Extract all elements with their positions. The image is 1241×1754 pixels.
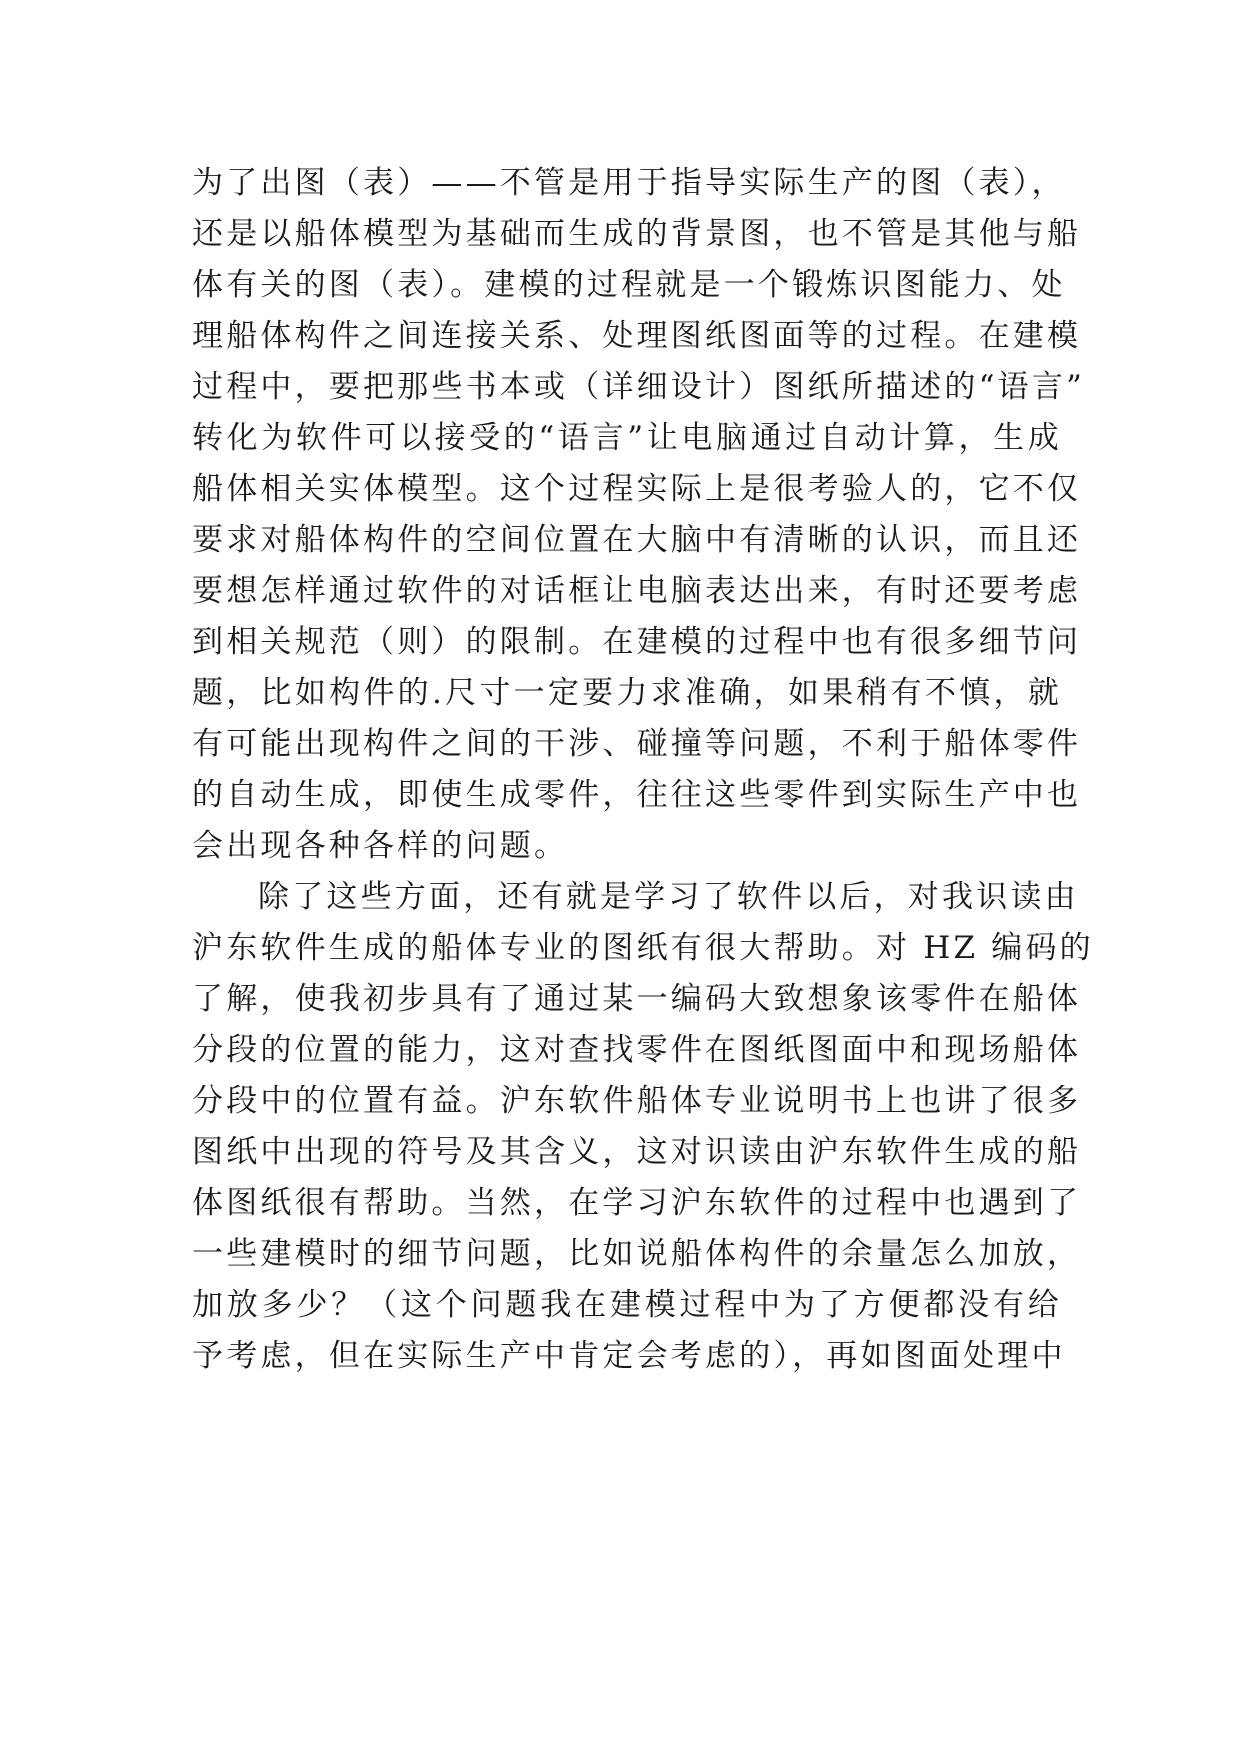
paragraph-2-line-9: 加放多少？（这个问题我在建模过程中为了方便都没有给 [192,1287,1062,1323]
paragraph-1-line-10: 到相关规范（则）的限制。在建模的过程中也有很多细节问 [192,624,1082,660]
paragraph-2-line-5: 分段中的位置有益。沪东软件船体专业说明书上也讲了很多 [192,1083,1082,1119]
paragraph-2-line-8: 一些建模时的细节问题，比如说船体构件的余量怎么加放， [192,1236,1082,1272]
paragraph-2-line-7: 体图纸很有帮助。当然，在学习沪东软件的过程中也遇到了 [192,1185,1082,1221]
paragraph-2-line-3: 了解，使我初步具有了通过某一编码大致想象该零件在船体 [192,981,1082,1017]
paragraph-2-line-10: 予考虑，但在实际生产中肯定会考虑的），再如图面处理中 [192,1338,1066,1374]
paragraph-1-line-4: 理船体构件之间连接关系、处理图纸图面等的过程。在建模 [192,318,1082,354]
paragraph-1-line-11: 题，比如构件的.尺寸一定要力求准确，如果稍有不慎，就 [192,675,1062,711]
paragraph-1-line-6: 转化为软件可以接受的“语言”让电脑通过自动计算，生成 [192,420,1062,456]
paragraph-1-line-14: 会出现各种各样的问题。 [192,828,569,864]
paragraph-1-line-1: 为了出图（表）——不管是用于指导实际生产的图（表）， [192,165,1066,201]
paragraph-1-line-2: 还是以船体模型为基础而生成的背景图，也不管是其他与船 [192,216,1082,252]
paragraph-1-line-8: 要求对船体构件的空间位置在大脑中有清晰的认识，而且还 [192,522,1082,558]
paragraph-1-line-13: 的自动生成，即使生成零件，往往这些零件到实际生产中也 [192,777,1082,813]
paragraph-1-line-12: 有可能出现构件之间的干涉、碰撞等问题，不利于船体零件 [192,726,1082,762]
paragraph-2-line-6: 图纸中出现的符号及其含义，这对识读由沪东软件生成的船 [192,1134,1082,1170]
paragraph-2-line-1: 除了这些方面，还有就是学习了软件以后，对我识读由 [258,879,1079,915]
paragraph-1-line-3: 体有关的图（表）。建模的过程就是一个锻炼识图能力、处 [192,267,1066,303]
paragraph-2-line-4: 分段的位置的能力，这对查找零件在图纸图面中和现场船体 [192,1032,1082,1068]
paragraph-1-line-5: 过程中，要把那些书本或（详细设计）图纸所描述的“语言” [192,369,1086,405]
paragraph-1-line-9: 要想怎样通过软件的对话框让电脑表达出来，有时还要考虑 [192,573,1082,609]
paragraph-2-line-2: 沪东软件生成的船体专业的图纸有很大帮助。对 HZ 编码的 [192,930,1094,966]
paragraph-1-line-7: 船体相关实体模型。这个过程实际上是很考验人的，它不仅 [192,471,1082,507]
body-text [192,158,1094,1382]
